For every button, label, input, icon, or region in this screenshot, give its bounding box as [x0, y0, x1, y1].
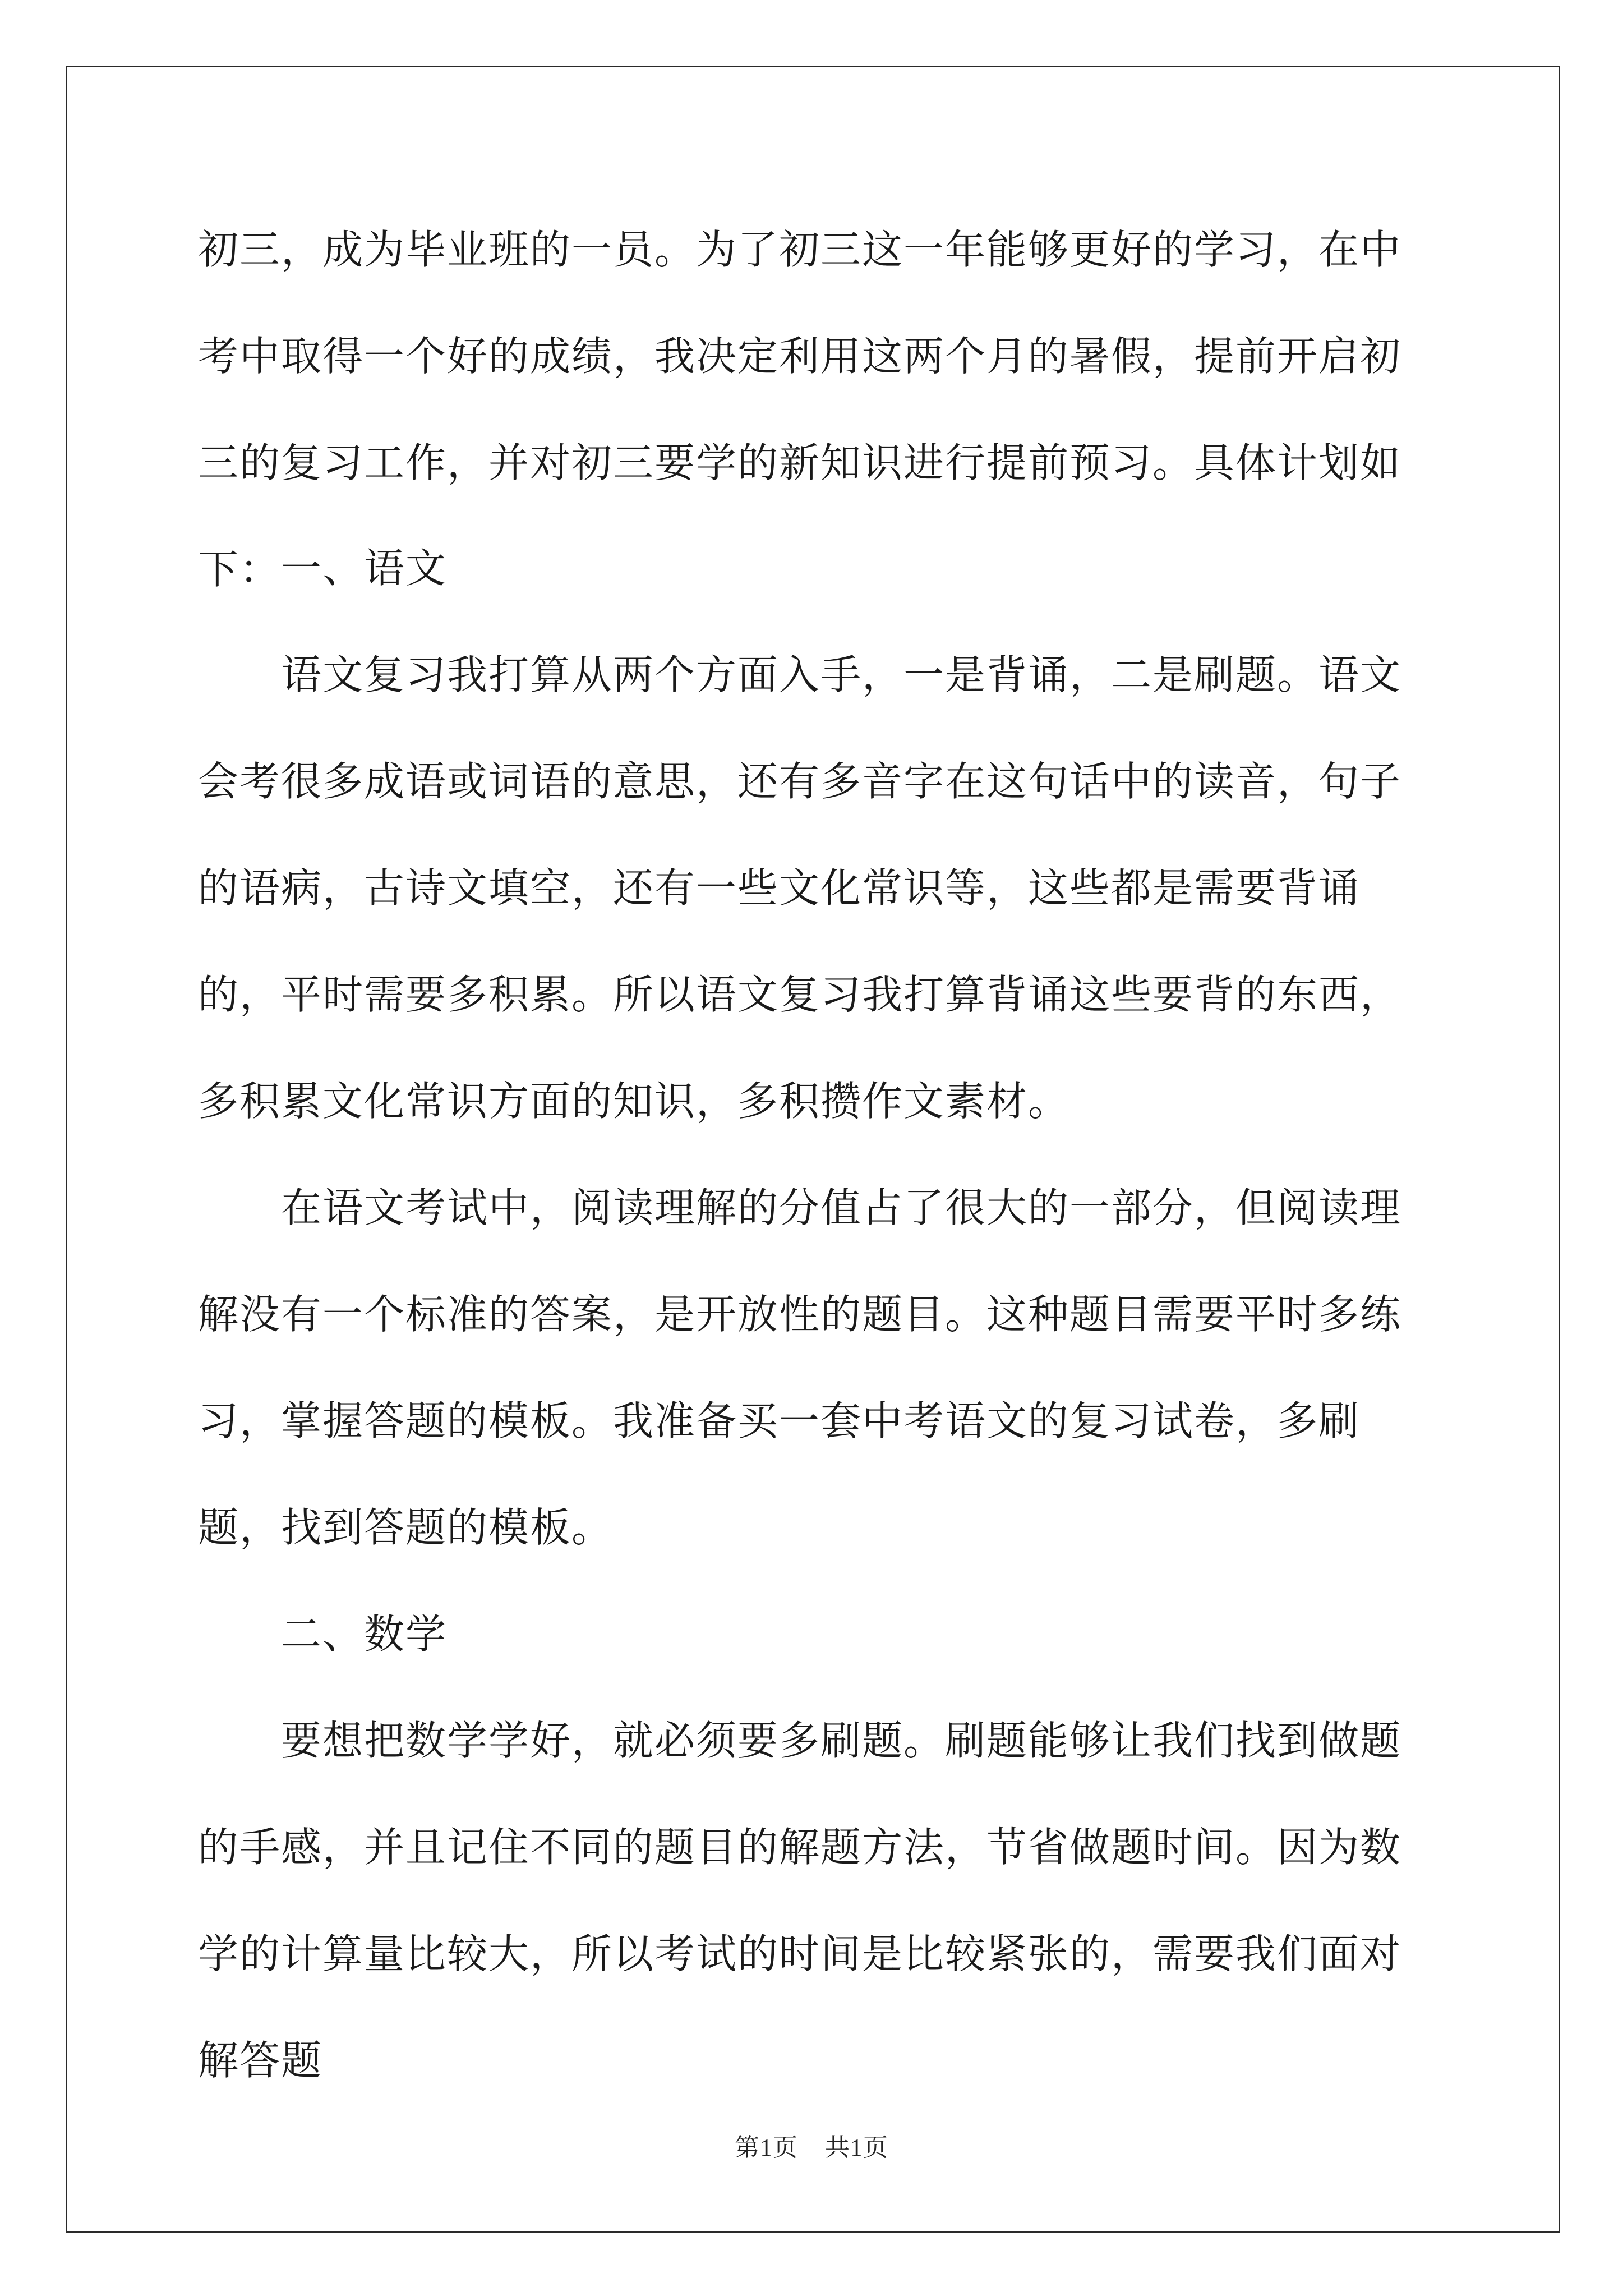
- page-footer: [0, 2127, 1623, 2163]
- math-paragraph-1: 要想把数学学好，就必须要多刷题。刷题能够让我们找到做题的手感，并且记住不同的题目的解题方法，节省做题时间。因为数学的计算量比较大，所以考试的时间是比较紧张的，需要我们面对解答题: [198, 1717, 1402, 2084]
- page-number-total: 共1页: [825, 2134, 888, 2161]
- intro-paragraph: 初三，成为毕业班的一员。为了初三这一年能够更好的学习，在中考中取得一个好的成绩，我决定利用这两个月的暑假，提前开启初三的复习工作，并对初三要学的新知识进行提前预习。具体计划如下：: [198, 226, 1402, 593]
- page-number-current: 第1页: [735, 2134, 798, 2161]
- section-heading-chinese: 一、语文: [281, 545, 448, 592]
- chinese-paragraph-1: 语文复习我打算从两个方面入手，一是背诵，二是刷题。语文会考很多成语或词语的意思，还有多音字在这句话中的读音，句子的语病，古诗文填空，还有一些文化常识等，这些都是需要背诵的，平时需要多积累。所以语文复习我打算背诵这些要背的东西，多积累文化常识方面的知识，多积攒作文素材。: [198, 651, 1402, 1125]
- chinese-paragraph-2: 在语文考试中，阅读理解的分值占了很大的一部分，但阅读理解没有一个标准的答案，是开放性的题目。这种题目需要平时多练习，掌握答题的模板。我准备买一套中考语文的复习试卷，多刷题，找到答题的模板。: [198, 1184, 1402, 1551]
- section-heading-math: 二、数学: [281, 1611, 448, 1658]
